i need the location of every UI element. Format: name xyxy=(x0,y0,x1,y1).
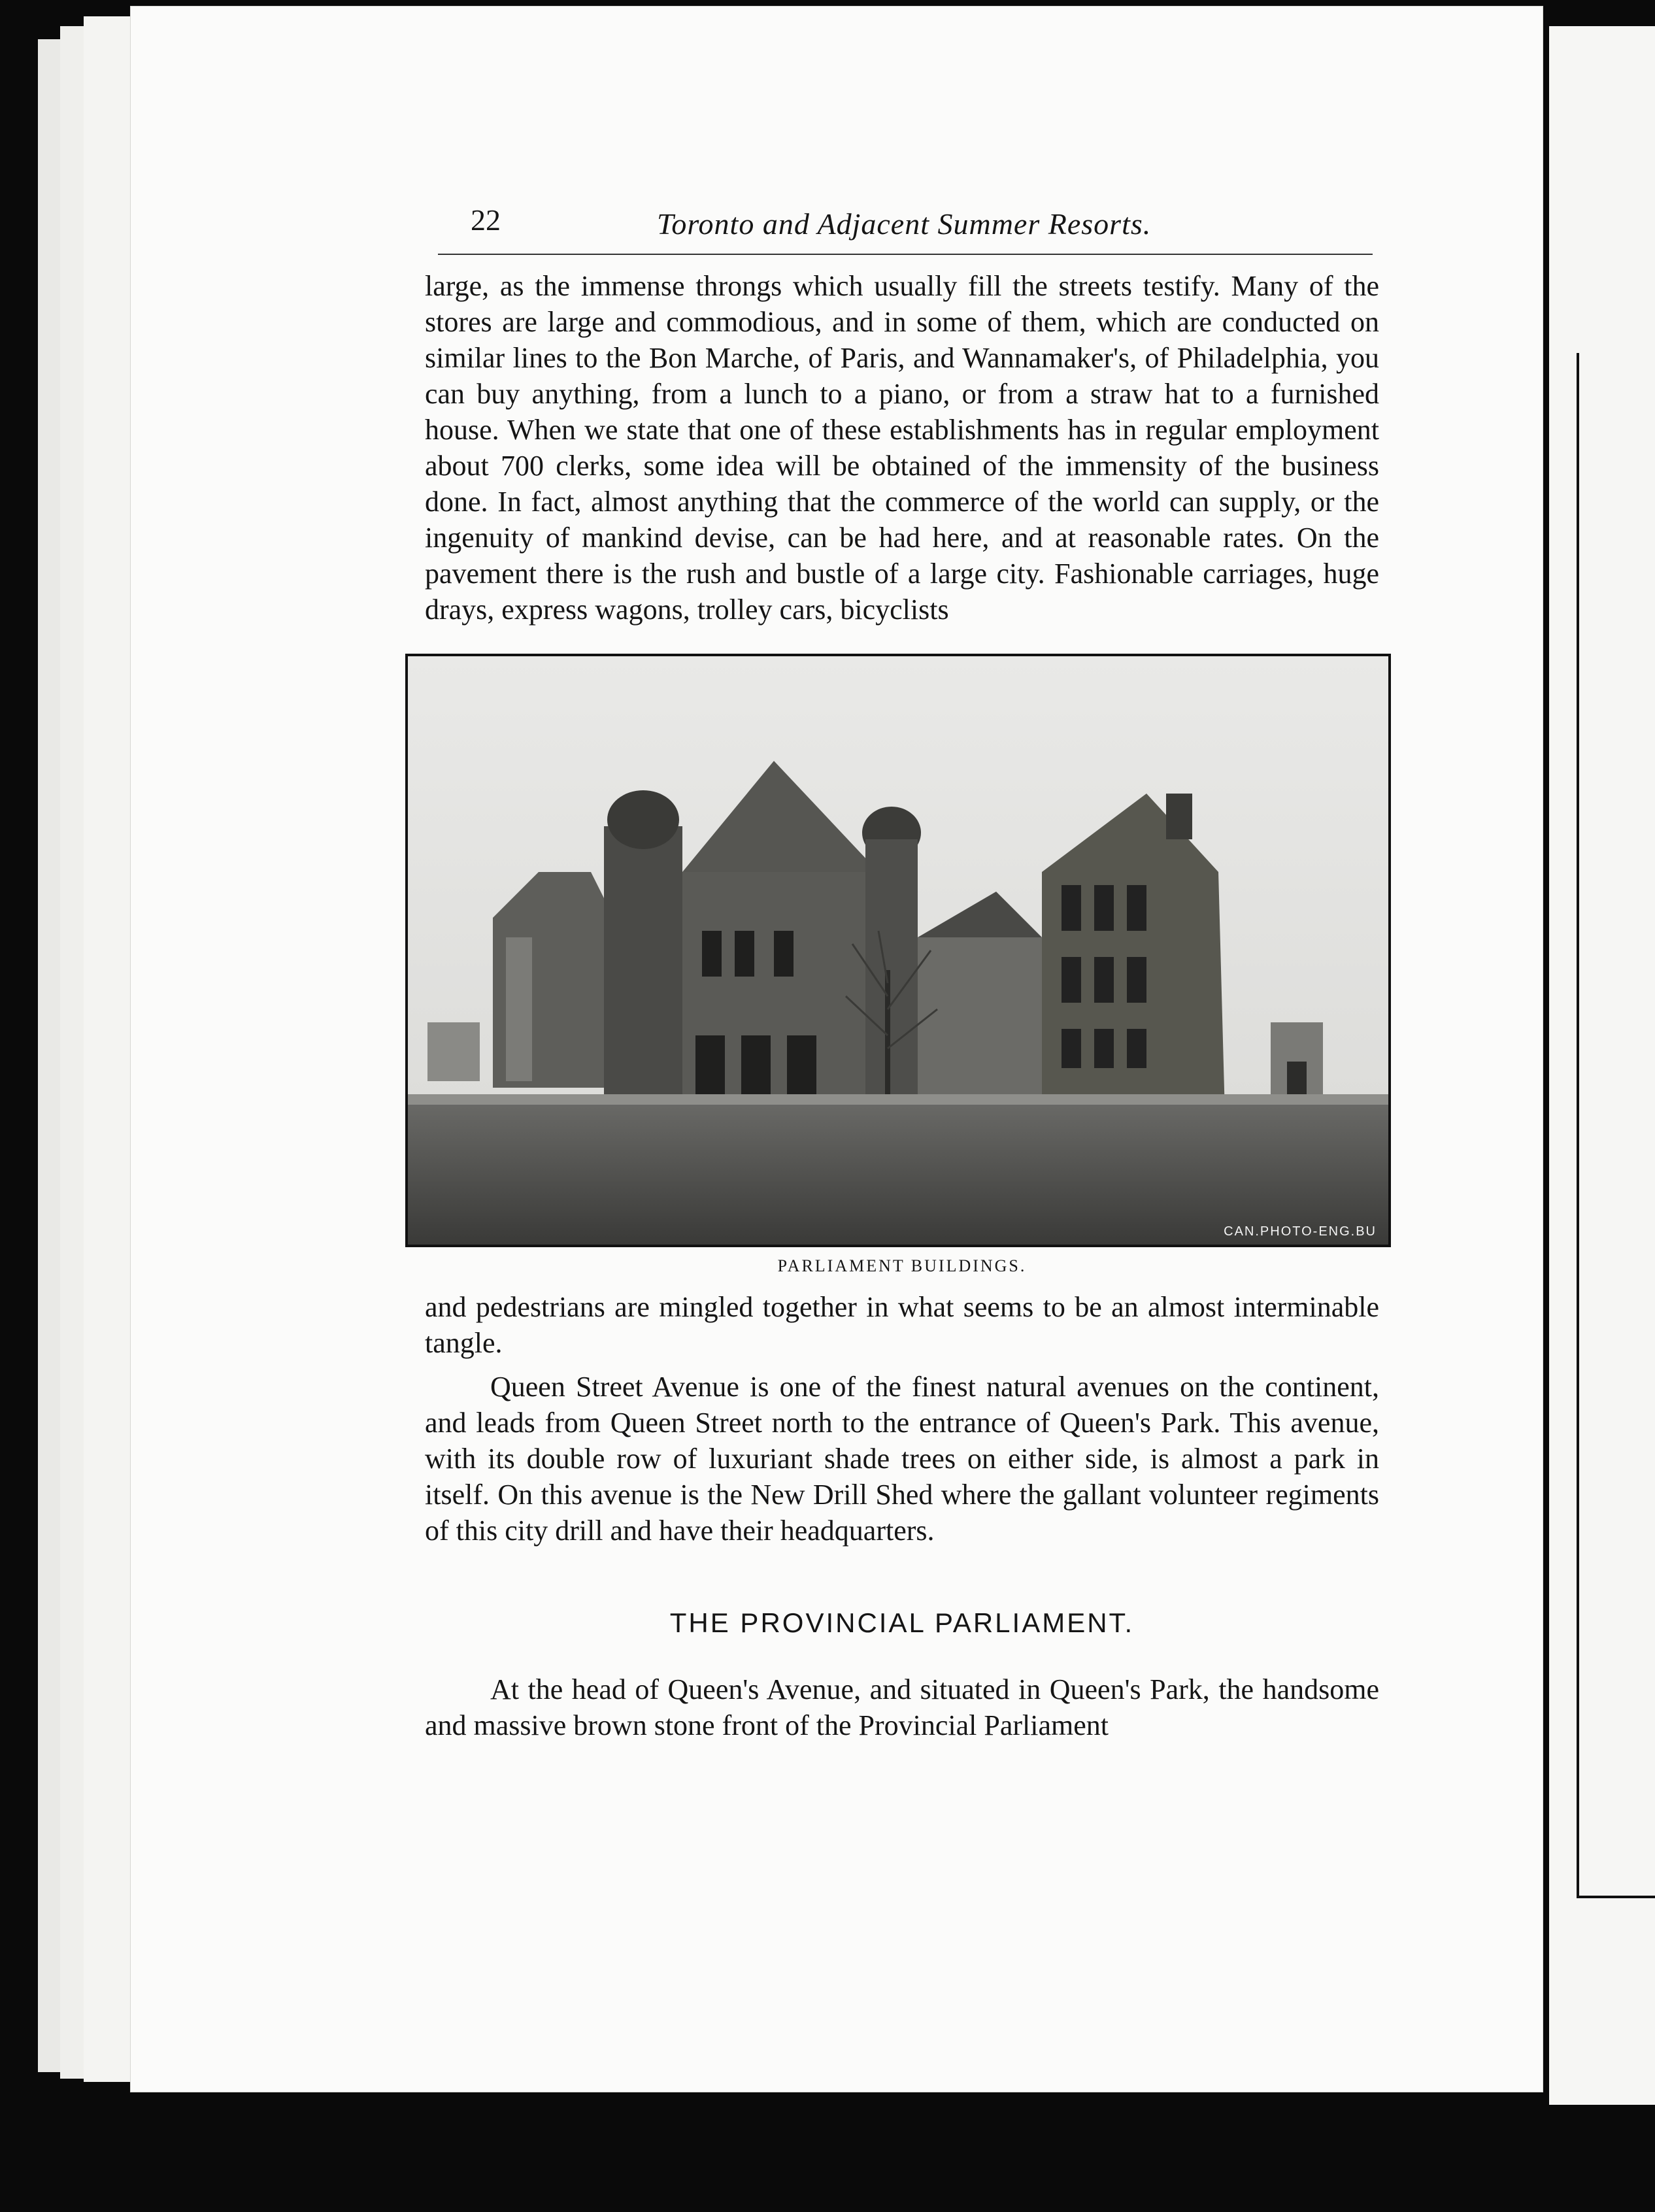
paragraph: At the head of Queen's Avenue, and situated in Queen's Park, the handsome and massive brown stone front of the Provincial Parliament xyxy=(425,1673,1379,1741)
engraver-credit: CAN.PHOTO-ENG.BU xyxy=(1224,1224,1377,1239)
page-header xyxy=(425,196,1379,255)
page-number: 22 xyxy=(471,203,501,237)
header-rule xyxy=(438,254,1373,255)
running-title: Toronto and Adjacent Summer Resorts. xyxy=(657,207,1152,241)
paragraph: large, as the immense throngs which usually fill the streets testify. Many of the stores are large and commodious, and in some of them, which are conducted on similar lines to the Bon Marche, of Paris, and Wannamaker's, of Philadelphia, you can buy anything, from a lunch to a piano, or from a straw hat to a furnished house. When we state that one of these establishments has in regular employment about 700 clerks, some idea will be obtained of the immensity of the business done. In fact, almost anything that the commerce of the world can supply, or the ingenuity of mankind devise, can be had here, and at reasonable rates. On the pavement there is the rush and bustle of a large city. Fashionable carriages, huge drays, express wagons, trolley cars, bicyclists xyxy=(425,270,1379,626)
facing-page-border xyxy=(1577,353,1655,1898)
photograph-illustration xyxy=(408,656,1388,1245)
section-heading: THE PROVINCIAL PARLIAMENT. xyxy=(669,1607,1135,1638)
paragraph: Queen Street Avenue is one of the finest natural avenues on the continent, and leads from Queen Street north to the entrance of Queen's Park. This avenue, with its double row of luxuriant shade trees on either side, is almost a park in itself. On this avenue is the New Drill Shed where the gallant volunteer regiments of this city drill and have their headquarters. xyxy=(425,1371,1379,1547)
figure-caption: PARLIAMENT BUILDINGS. xyxy=(777,1256,1027,1275)
paragraph: and pedestrians are mingled together in what seems to be an almost interminable tangle. xyxy=(425,1291,1379,1359)
parliament-buildings-photograph xyxy=(405,654,1391,1247)
page-content xyxy=(425,196,1379,1743)
